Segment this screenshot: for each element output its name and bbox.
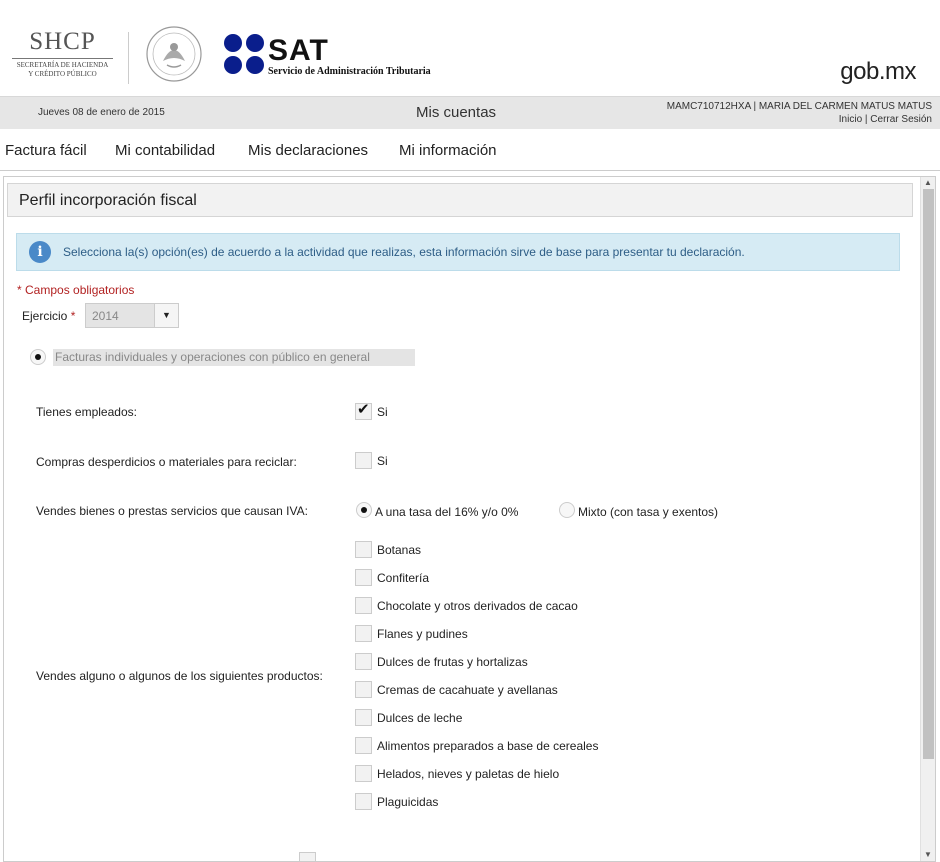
account-links: Inicio | Cerrar Sesión [838,114,932,125]
account-bar [0,96,940,129]
reciclar-label: Compras desperdicios o materiales para reciclar: [36,455,297,469]
ejercicio-label [22,309,75,323]
nav-factura-facil[interactable]: Factura fácil [5,142,87,159]
shcp-logo-title: SHCP [29,28,96,55]
checkmark-icon: ✔ [357,401,370,418]
user-name: MAMC710712HXA | MARIA DEL CARMEN MATUS MATUS [666,101,932,112]
producto-checkbox[interactable] [355,793,372,810]
radio-iva-mixto[interactable] [559,502,575,518]
producto-label: Botanas [377,543,422,557]
radio-facturas-individuales[interactable] [30,349,46,365]
shcp-logo-rule [12,58,113,59]
scroll-up-icon[interactable]: ▲ [924,178,932,187]
page-title: Perfil incorporación fiscal [19,192,197,209]
iva-label: Vendes bienes o prestas servicios que causan IVA: [36,504,308,518]
gobmx-logo[interactable]: gob.mx [840,58,916,85]
empleados-checkbox[interactable] [355,403,372,420]
radio-iva-tasa-label: A una tasa del 16% y/o 0% [375,505,519,519]
producto-checkbox[interactable] [355,653,372,670]
required-fields-note: * Campos obligatorios [17,283,135,297]
producto-label: Alimentos preparados a base de cereales [377,739,599,753]
partial-checkbox[interactable] [299,852,316,862]
nav-mi-contabilidad[interactable]: Mi contabilidad [115,142,216,159]
producto-checkbox[interactable] [355,681,372,698]
producto-label: Dulces de leche [377,711,463,725]
radio-iva-tasa[interactable] [356,502,372,518]
panel-header [7,183,913,217]
producto-label: Flanes y pudines [377,627,468,641]
link-cerrar-sesion[interactable]: Cerrar Sesión [870,114,932,125]
required-star: * [70,309,76,323]
radio-facturas-individuales-label: Facturas individuales y operaciones con público en general [53,349,415,366]
producto-label: Cremas de cacahuate y avellanas [377,683,558,697]
empleados-label: Tienes empleados: [36,405,137,419]
reciclar-option: Si [377,454,388,468]
vertical-scrollbar[interactable] [920,177,935,861]
info-icon: i [29,241,51,263]
scroll-down-icon[interactable]: ▼ [924,850,932,859]
ejercicio-value: 2014 [92,309,119,323]
reciclar-checkbox[interactable] [355,452,372,469]
scroll-thumb[interactable] [923,189,934,759]
header-divider [128,32,129,84]
producto-checkbox[interactable] [355,597,372,614]
producto-checkbox[interactable] [355,569,372,586]
main-nav [0,129,940,171]
empleados-option: Si [377,405,388,419]
ejercicio-select[interactable] [85,303,179,328]
producto-checkbox[interactable] [355,737,372,754]
current-date: Jueves 08 de enero de 2015 [38,107,165,118]
producto-checkbox[interactable] [355,541,372,558]
nav-mi-informacion[interactable]: Mi información [399,142,497,159]
producto-checkbox[interactable] [355,765,372,782]
radio-iva-mixto-label: Mixto (con tasa y exentos) [578,505,719,519]
shcp-logo-subtitle-1: SECRETARÍA DE HACIENDA [16,61,109,69]
producto-checkbox[interactable] [355,709,372,726]
producto-label: Confitería [377,571,430,585]
producto-checkbox[interactable] [355,625,372,642]
productos-label: Vendes alguno o algunos de los siguientes productos: [36,669,323,683]
producto-label: Chocolate y otros derivados de cacao [377,599,578,613]
shcp-logo[interactable] [10,28,115,79]
producto-label: Helados, nieves y paletas de hielo [377,767,560,781]
sat-title: SAT [268,34,329,67]
content-frame [3,176,936,862]
section-title: Mis cuentas [416,104,497,121]
info-text: Selecciona la(s) opción(es) de acuerdo a la actividad que realizas, esta información sirve de base para presentar tu declaración. [63,245,745,259]
mexico-seal-icon [145,25,203,83]
sat-logo-text [268,36,431,78]
shcp-logo-subtitle-2: Y CRÉDITO PÚBLICO [28,70,97,78]
info-alert [16,233,900,271]
site-header [0,0,940,96]
producto-label: Plaguicidas [377,795,439,809]
chevron-down-icon[interactable]: ▼ [154,304,178,327]
sat-logo-icon[interactable] [222,32,266,76]
link-inicio[interactable]: Inicio [838,114,863,125]
nav-mis-declaraciones[interactable]: Mis declaraciones [248,142,369,159]
producto-label: Dulces de frutas y hortalizas [377,655,528,669]
ejercicio-label-text: Ejercicio [22,309,68,323]
user-info [667,100,932,126]
sat-subtitle: Servicio de Administración Tributaria [268,66,431,77]
